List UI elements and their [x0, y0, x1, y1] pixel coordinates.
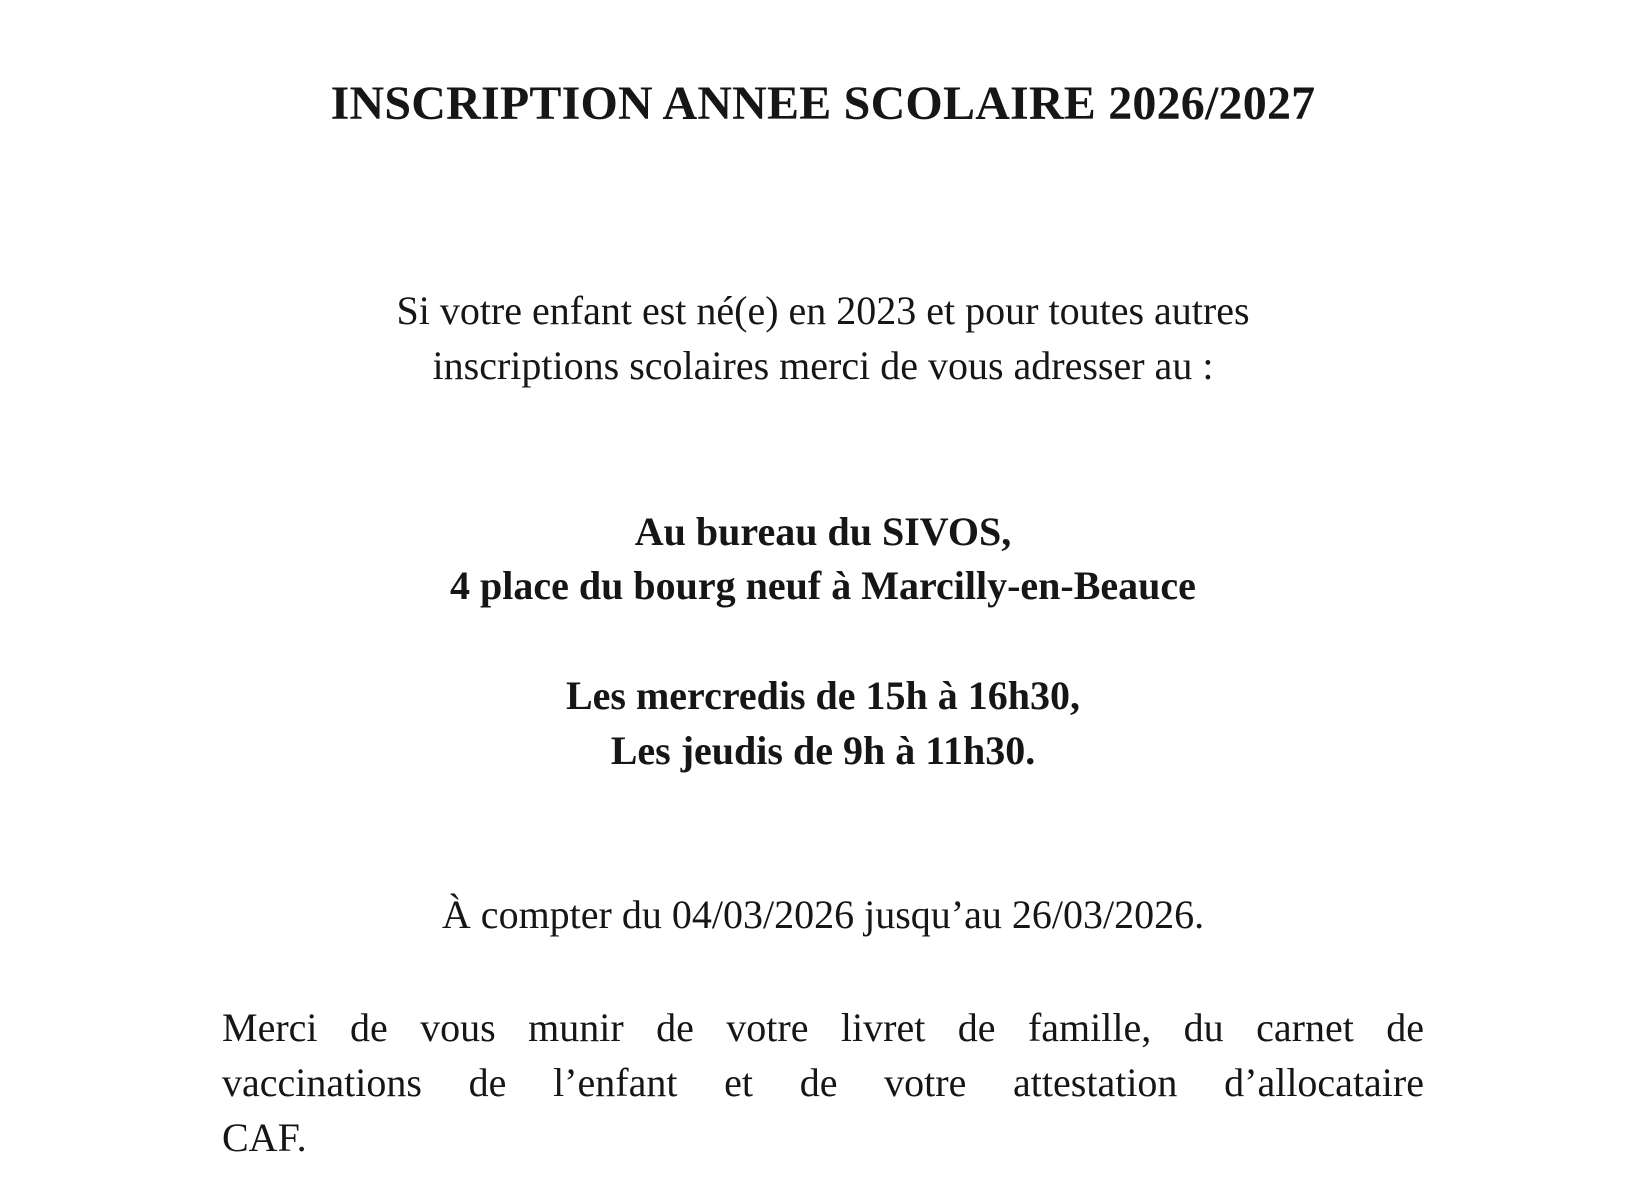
closing-line-3: CAF.: [222, 1115, 307, 1160]
address-office: Au bureau du SIVOS,: [634, 509, 1012, 554]
address-street: 4 place du bourg neuf à Marcilly-en-Beauce: [450, 563, 1196, 608]
closing-paragraph: [222, 1000, 1424, 1165]
hours-thursday: Les jeudis de 9h à 11h30.: [610, 728, 1036, 773]
hours-wednesday: Les mercredis de 15h à 16h30,: [565, 673, 1081, 718]
page-title: INSCRIPTION ANNEE SCOLAIRE 2026/2027: [330, 77, 1316, 130]
intro-line-2: inscriptions scolaires merci de vous adresser au :: [432, 343, 1214, 388]
closing-line-1: Merci de vous munir de votre livret de famille, du carnet de: [222, 1005, 1424, 1050]
intro-line-1: Si votre enfant est né(e) en 2023 et pour toutes autres: [396, 288, 1250, 333]
registration-period: À compter du 04/03/2026 jusqu’au 26/03/2026.: [441, 892, 1205, 937]
closing-line-2: vaccinations de l’enfant et de votre attestation d’allocataire: [222, 1060, 1424, 1105]
